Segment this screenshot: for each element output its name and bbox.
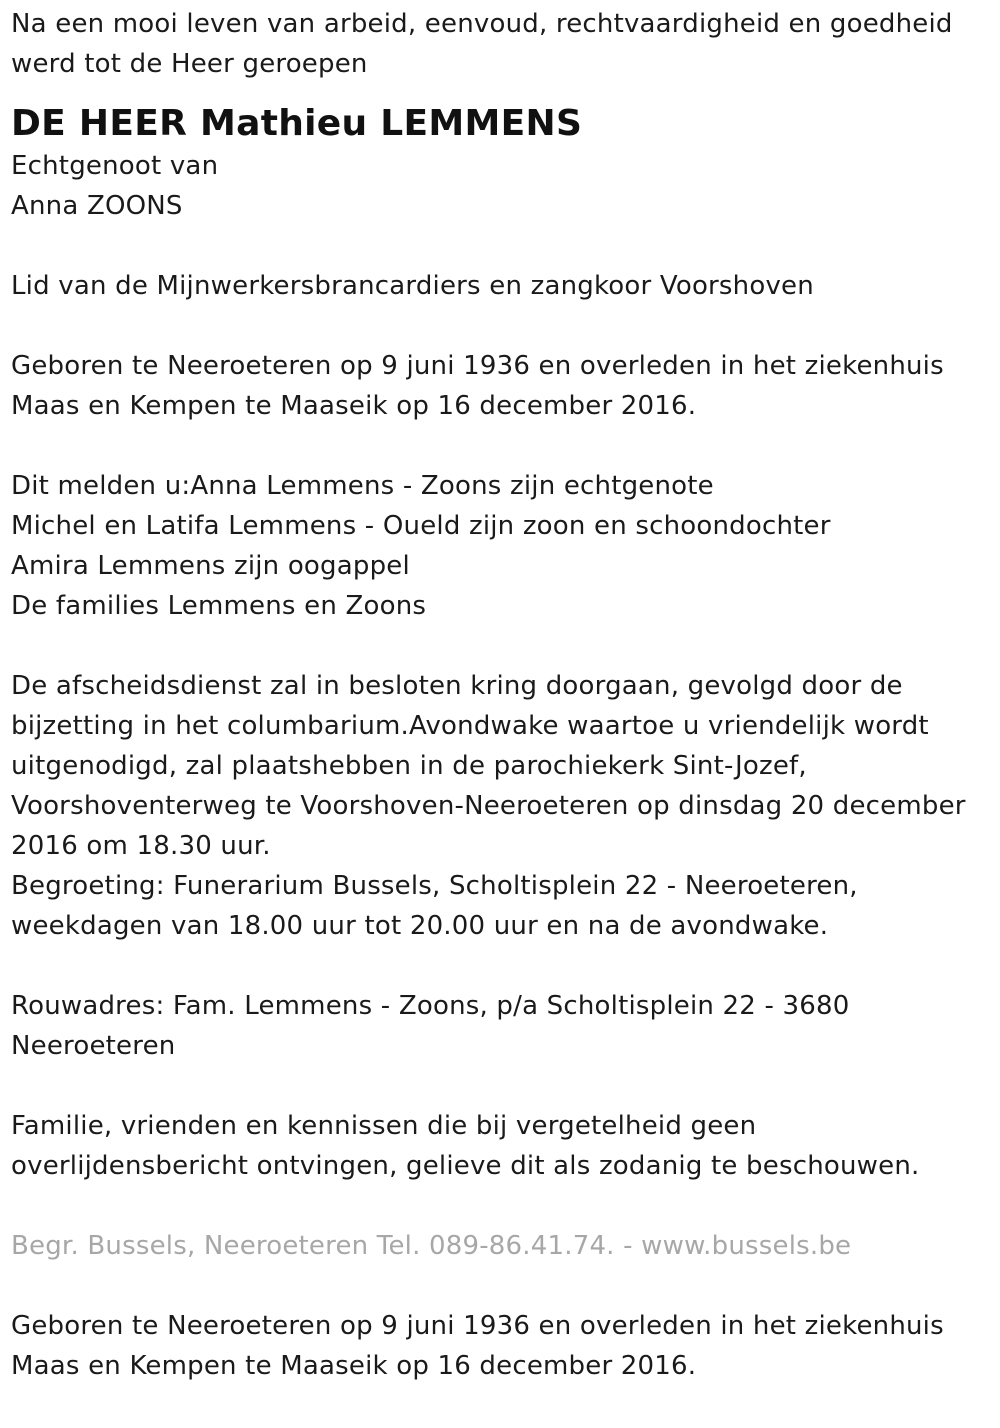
announcers-list <box>11 466 1000 626</box>
service-line: uitgenodigd, zal plaatshebben in de parochiekerk Sint-Jozef, <box>11 751 807 781</box>
mourning-address <box>11 986 1000 1066</box>
intro-text <box>11 4 1000 84</box>
notice-line: overlijdensbericht ontvingen, gelieve dit als zodanig te beschouwen. <box>11 1151 920 1181</box>
announcer-line: De families Lemmens en Zoons <box>11 591 427 621</box>
service-line: Voorshoventerweg te Voorshoven-Neeroeteren op dinsdag 20 december <box>11 791 966 821</box>
address-line: Neeroeteren <box>11 1031 176 1061</box>
spacer <box>11 1266 1000 1306</box>
address-line: Rouwadres: Fam. Lemmens - Zoons, p/a Scholtisplein 22 - 3680 <box>11 991 850 1021</box>
spacer <box>11 226 1000 266</box>
service-line: 2016 om 18.30 uur. <box>11 831 271 861</box>
intro-line: Na een mooi leven van arbeid, eenvoud, rechtvaardigheid en goedheid <box>11 9 953 39</box>
funeral-home-line: Begr. Bussels, Neeroeteren Tel. 089-86.41.74. - www.bussels.be <box>11 1231 852 1261</box>
notice-line: Familie, vrienden en kennissen die bij vergetelheid geen <box>11 1111 757 1141</box>
membership-line: Lid van de Mijnwerkersbrancardiers en zangkoor Voorshoven <box>11 271 814 301</box>
spacer <box>11 1186 1000 1226</box>
birth-death-line: Geboren te Neeroeteren op 9 juni 1936 en overleden in het ziekenhuis <box>11 1311 944 1341</box>
birth-death-line: Geboren te Neeroeteren op 9 juni 1936 en overleden in het ziekenhuis <box>11 351 944 381</box>
funeral-home-note <box>11 1226 1000 1266</box>
spacer <box>11 426 1000 466</box>
spacer <box>11 1066 1000 1106</box>
spacer <box>11 946 1000 986</box>
announcer-line: Michel en Latifa Lemmens - Oueld zijn zoon en schoondochter <box>11 511 831 541</box>
spouse-name: Anna ZOONS <box>11 191 183 221</box>
announcer-line: Dit melden u:Anna Lemmens - Zoons zijn echtgenote <box>11 471 714 501</box>
service-line: weekdagen van 18.00 uur tot 20.00 uur en na de avondwake. <box>11 911 829 941</box>
deceased-name: DE HEER Mathieu LEMMENS <box>11 103 583 144</box>
service-line: bijzetting in het columbarium.Avondwake waartoe u vriendelijk wordt <box>11 711 929 741</box>
spouse-label: Echtgenoot van <box>11 151 219 181</box>
notice-text <box>11 1106 1000 1186</box>
birth-death-text <box>11 346 1000 426</box>
birth-death-line: Maas en Kempen te Maaseik op 16 december 2016. <box>11 391 697 421</box>
service-line: Begroeting: Funerarium Bussels, Scholtisplein 22 - Neeroeteren, <box>11 871 858 901</box>
birth-death-line: Maas en Kempen te Maaseik op 16 december 2016. <box>11 1351 697 1381</box>
service-details <box>11 666 1000 946</box>
birth-death-repeat-text <box>11 1306 1000 1386</box>
announcer-line: Amira Lemmens zijn oogappel <box>11 551 410 581</box>
spacer <box>11 306 1000 346</box>
service-line: De afscheidsdienst zal in besloten kring doorgaan, gevolgd door de <box>11 671 903 701</box>
intro-line: werd tot de Heer geroepen <box>11 49 368 79</box>
spouse-info <box>11 146 1000 226</box>
membership-text <box>11 266 1000 306</box>
spacer <box>11 626 1000 666</box>
